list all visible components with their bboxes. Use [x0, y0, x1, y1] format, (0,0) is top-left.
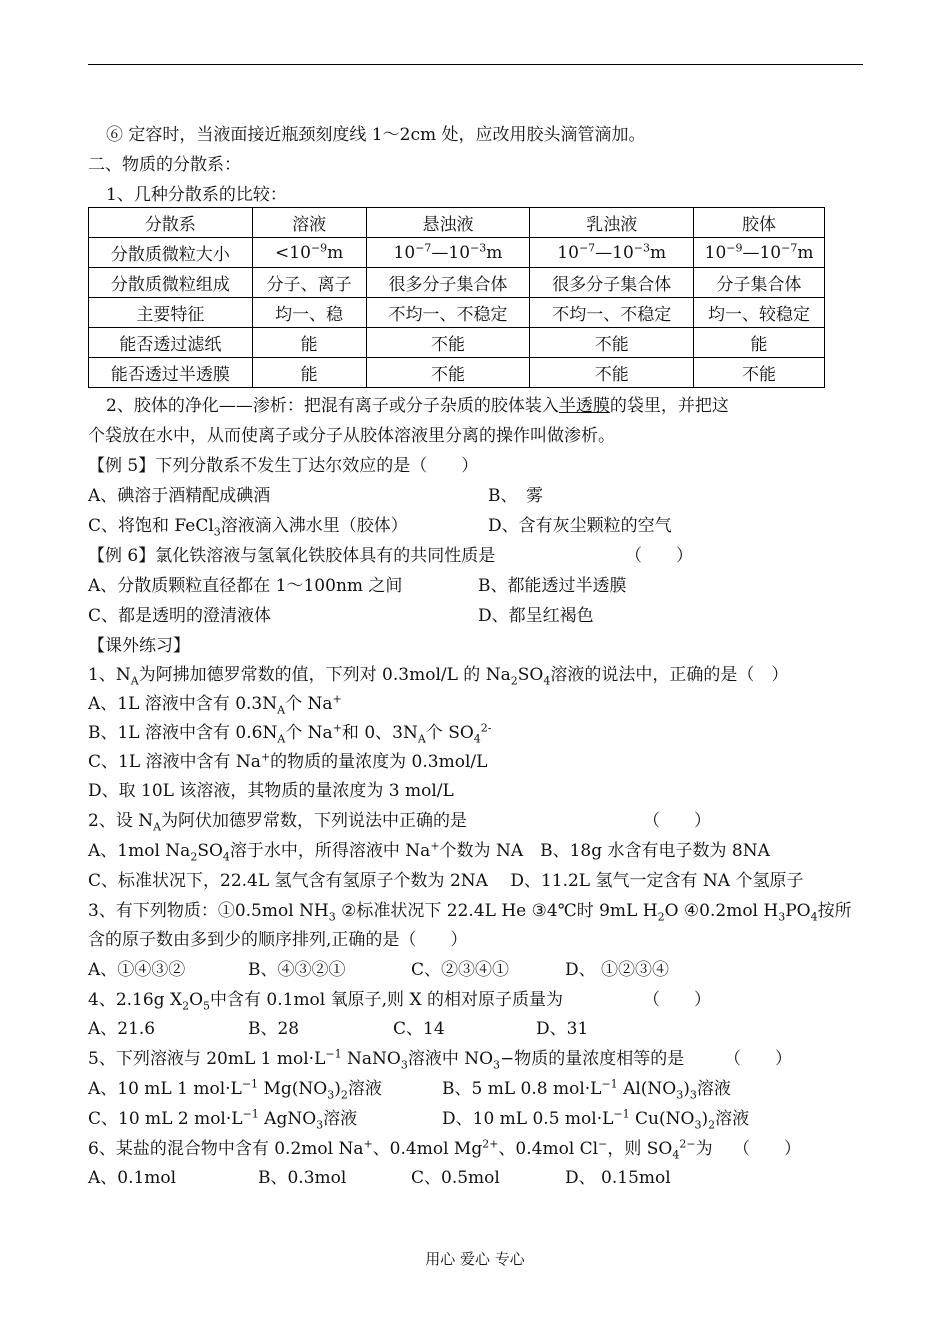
practice-6-question: 6、某盐的混合物中含有 0.2mol Na+、0.4mol $Mg^{2+}$、0.4mol Cl−，则 $SO_4^{2-}$为 （ ）: [88, 1137, 801, 1162]
table-row: [89, 298, 825, 328]
table-cell: 分子集合体: [694, 268, 825, 298]
practice-1-option-a: A、1L 溶液中含有 $0.3N_A$个 Na+: [88, 692, 342, 717]
dialysis-text-cont: 个袋放在水中，从而使离子或分子从胶体溶液里分离的操作叫做渗析。: [88, 426, 615, 446]
table-cell: 胶体: [694, 208, 825, 238]
table-cell: 悬浊液: [366, 208, 530, 238]
practice-3-question-cont: 含的原子数由多到少的顺序排列,正确的是（ ）: [88, 930, 468, 950]
table-cell: 不均一、不稳定: [530, 298, 694, 328]
table-cell: 能: [694, 328, 825, 358]
practice-2-options-ab: A、1mol $Na_2SO_4$溶于水中，所得溶液中 Na+个数为 NA B、18g 水含有电子数为 8NA: [88, 839, 770, 864]
practice-5-question: 5、下列溶液与 20mL 1 $mol\cdot L^{-1}$ NaNO$_3$溶液中 $NO_3-$物质的量浓度相等的是 （ ）: [88, 1047, 792, 1072]
table-cell: 分散系: [89, 208, 253, 238]
table-cell: $10^{-7}—10^{-3}m$: [530, 238, 694, 268]
table-cell: 不能: [366, 358, 530, 388]
step-6-text: ⑥ 定容时，当液面接近瓶颈刻度线 1～2cm 处，应改用胶头滴管滴加。: [106, 125, 646, 145]
table-cell: 均一、较稳定: [694, 298, 825, 328]
table-row: [89, 238, 825, 268]
practice-title: 【课外练习】: [88, 636, 190, 656]
example-6-question: 【例 6】氯化铁溶液与氢氧化铁胶体具有的共同性质是 （ ）: [88, 546, 693, 566]
practice-4-options: A、21.6 B、28 C、14 D、31: [88, 1019, 589, 1039]
table-cell: 能否透过滤纸: [89, 328, 253, 358]
table-cell: $10^{-7}—10^{-3}m$: [366, 238, 530, 268]
header-rule: [88, 64, 863, 65]
practice-2-question: 2、设 $N_A$为阿伏加德罗常数，下列说法中正确的是 （ ）: [88, 811, 711, 834]
table-cell: 不能: [694, 358, 825, 388]
table-cell: 乳浊液: [530, 208, 694, 238]
table-cell: $10^{-9}—10^{-7}m$: [694, 238, 825, 268]
table-cell: 能: [252, 358, 366, 388]
subsection-heading: 1、几种分散系的比较：: [106, 185, 287, 205]
dialysis-text: 2、胶体的净化——渗析：把混有离子或分子杂质的胶体装入半透膜的袋里，并把这: [106, 396, 729, 416]
example-6-options-cd: C、都是透明的澄清液体 D、都呈红褐色: [88, 606, 594, 626]
example-5-options-ab: A、碘溶于酒精配成碘酒 B、 雾: [88, 486, 543, 506]
table-cell: 不能: [530, 328, 694, 358]
table-cell: 能: [252, 328, 366, 358]
dispersion-comparison-table: [88, 207, 825, 388]
section-heading: 二、物质的分散系：: [88, 155, 241, 175]
table-row: [89, 268, 825, 298]
table-cell: 不能: [530, 358, 694, 388]
practice-1-option-d: D、取 10L 该溶液，其物质的量浓度为 3 mol/L: [88, 781, 454, 801]
table-cell: 不能: [366, 328, 530, 358]
practice-1-option-b: B、1L 溶液中含有 $0.6N_A$个 Na+和 0、$3N_A$个 $SO_4^{2-}$: [88, 721, 492, 746]
practice-5-options-cd: C、10 mL 2 $mol\cdot L^{-1}$ AgNO$_3$溶液 D、10 mL 0.5 $mol\cdot L^{-1}$ $Cu(NO_3)_2$溶液: [88, 1107, 750, 1132]
example-5-question: 【例 5】下列分散系不发生丁达尔效应的是（ ）: [88, 456, 479, 476]
table-cell: 能否透过半透膜: [89, 358, 253, 388]
table-cell: 分子、离子: [252, 268, 366, 298]
table-cell: 很多分子集合体: [366, 268, 530, 298]
practice-2-options-cd: C、标准状况下，22.4L 氢气含有氢原子个数为 2NA D、11.2L 氢气一定含有 NA 个氢原子: [88, 871, 804, 891]
table-cell: 分散质微粒组成: [89, 268, 253, 298]
practice-4-question: 4、2.16g $X_2O_5$中含有 0.1mol 氧原子,则 X 的相对原子质量为 （ ）: [88, 990, 711, 1013]
page-footer: 用心 爱心 专心: [425, 1250, 525, 1268]
example-6-options-ab: A、分散质颗粒直径都在 1～100nm 之间 B、都能透过半透膜: [88, 576, 627, 596]
table-cell: 不均一、不稳定: [366, 298, 530, 328]
table-cell: 均一、稳: [252, 298, 366, 328]
table-cell: 主要特征: [89, 298, 253, 328]
table-header-row: [89, 208, 825, 238]
table-cell: 溶液: [252, 208, 366, 238]
underlined-term: 半透膜: [558, 396, 610, 416]
table-row: [89, 358, 825, 388]
practice-1-question: 1、$N_A$为阿拂加德罗常数的值，下列对 0.3mol/L 的 $Na_2SO_4$溶液的说法中，正确的是（ ）: [88, 665, 789, 688]
practice-6-options: A、0.1mol B、0.3mol C、0.5mol D、 0.15mol: [88, 1168, 671, 1188]
example-5-options-cd: C、将饱和 FeCl$_3$溶液滴入沸水里（胶体） D、含有灰尘颗粒的空气: [88, 516, 672, 539]
table-cell: 分散质微粒大小: [89, 238, 253, 268]
practice-3-question: 3、有下列物质：①0.5mol $NH_3$ ②标准状况下 22.4L He ③4℃时 9mL $H_2O$ ④0.2mol $H_3PO_4$按所: [88, 901, 852, 924]
practice-3-options: A、①④③② B、④③②① C、②③④① D、 ①②③④: [88, 960, 670, 980]
practice-5-options-ab: A、10 mL 1 $mol\cdot L^{-1}$ $Mg(NO_3)_2$溶液 B、5 mL 0.8 $mol\cdot L^{-1}$ $Al(NO_3)_3$溶液: [88, 1077, 731, 1102]
table-cell: $<10^{-9}m$: [252, 238, 366, 268]
table-cell: 很多分子集合体: [530, 268, 694, 298]
table-row: [89, 328, 825, 358]
practice-1-option-c: C、1L 溶液中含有 Na+的物质的量浓度为 0.3mol/L: [88, 750, 488, 772]
